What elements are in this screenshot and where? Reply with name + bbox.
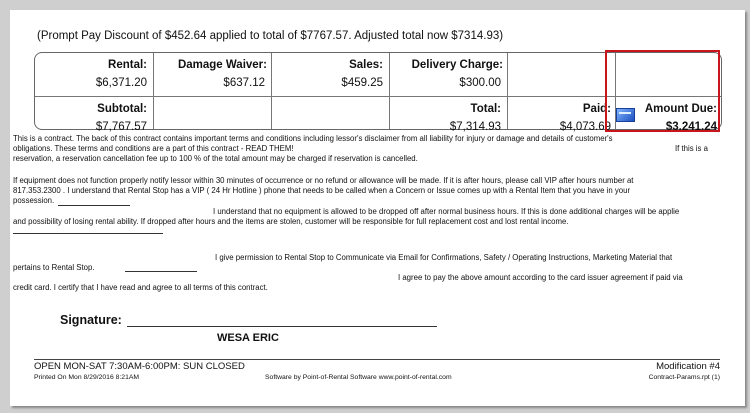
initial-line [58, 205, 130, 206]
printed-on-date: Printed On Mon 8/29/2016 8:21AM [34, 374, 140, 381]
terms-line: and possibility of losing rental ability. If dropped after hours and the items are stolen, customer will be responsible for full replacement cost and lost rental income. [13, 217, 569, 226]
terms-line: credit card. I certify that I have read and agree to all terms of this contract. [13, 283, 268, 292]
table-divider [389, 53, 390, 129]
amount-due-label: Amount Due: [644, 103, 717, 115]
delivery-charge-label: Delivery Charge: [411, 59, 503, 71]
terms-line: obligations. These terms and conditions are a part of this contract - READ THEM! [13, 144, 294, 153]
initial-line [13, 233, 163, 234]
terms-line: 817.353.2300 . I understand that Rental Stop has a VIP ( 24 Hr Hotline ) phone that needs to be called when a Concern or Issue comes up with a Rental Item that you have in your [13, 186, 631, 195]
table-divider [271, 53, 272, 129]
terms-line: I agree to pay the above amount according to the card issuer agreement if paid via [398, 273, 683, 282]
terms-line: If equipment does not function properly notify lessor within 30 minutes of occurrence or no refund or allowance will be made. If it is after hours, please call VIP after hours number at [13, 176, 634, 185]
modification-number: Modification #4 [656, 361, 720, 372]
sales-label: Sales: [349, 59, 383, 71]
rental-value: $6,371.20 [95, 77, 147, 89]
terms-line: possession. [13, 196, 55, 205]
terms-line: This is a contract. The back of this contract contains important terms and conditions including lessor's disclaimer from all liability for injury or damage and details of customer's [13, 134, 613, 143]
total-value: $7,314.93 [449, 121, 501, 133]
footer-divider [34, 359, 720, 360]
signature-line [127, 326, 437, 327]
software-credit: Software by Point-of-Rental Software www.point-of-rental.com [265, 374, 452, 381]
rental-label: Rental: [108, 59, 147, 71]
table-divider [153, 53, 154, 129]
terms-line: pertains to Rental Stop. [13, 263, 95, 272]
damage-waiver-label: Damage Waiver: [177, 59, 267, 71]
business-hours: OPEN MON-SAT 7:30AM-6:00PM: SUN CLOSED [34, 361, 245, 372]
signature-label: Signature: [60, 313, 122, 327]
sales-value: $459.25 [341, 77, 383, 89]
initial-line [125, 271, 197, 272]
subtotal-value: $7,767.57 [95, 121, 147, 133]
delivery-charge-value: $300.00 [459, 77, 501, 89]
terms-line: I give permission to Rental Stop to Communicate via Email for Confirmations, Safety / Operating Instructions, Marketing Material that [215, 253, 673, 262]
terms-line: I understand that no equipment is allowed to be dropped off after normal business hours. If this is done additional charges will be applie [213, 207, 680, 216]
paid-value: $4,073.69 [559, 121, 611, 133]
terms-line: If this is a [675, 144, 708, 153]
contract-page [10, 10, 745, 406]
credit-card-icon [616, 108, 635, 122]
prompt-pay-discount-note: (Prompt Pay Discount of $452.64 applied to total of $7767.57. Adjusted total now $7314.93) [37, 30, 504, 42]
damage-waiver-value: $637.12 [223, 77, 265, 89]
terms-line: reservation, a reservation cancellation fee up to 100 % of the total amount may be charged if reservation is cancelled. [13, 154, 418, 163]
table-divider [507, 53, 508, 129]
subtotal-label: Subtotal: [97, 103, 147, 115]
customer-name: WESA ERIC [217, 332, 279, 344]
paid-label: Paid: [582, 103, 611, 115]
report-name: Contract-Params.rpt (1) [648, 374, 720, 381]
amount-due-value: $3,241.24 [665, 121, 717, 133]
total-label: Total: [470, 103, 501, 115]
